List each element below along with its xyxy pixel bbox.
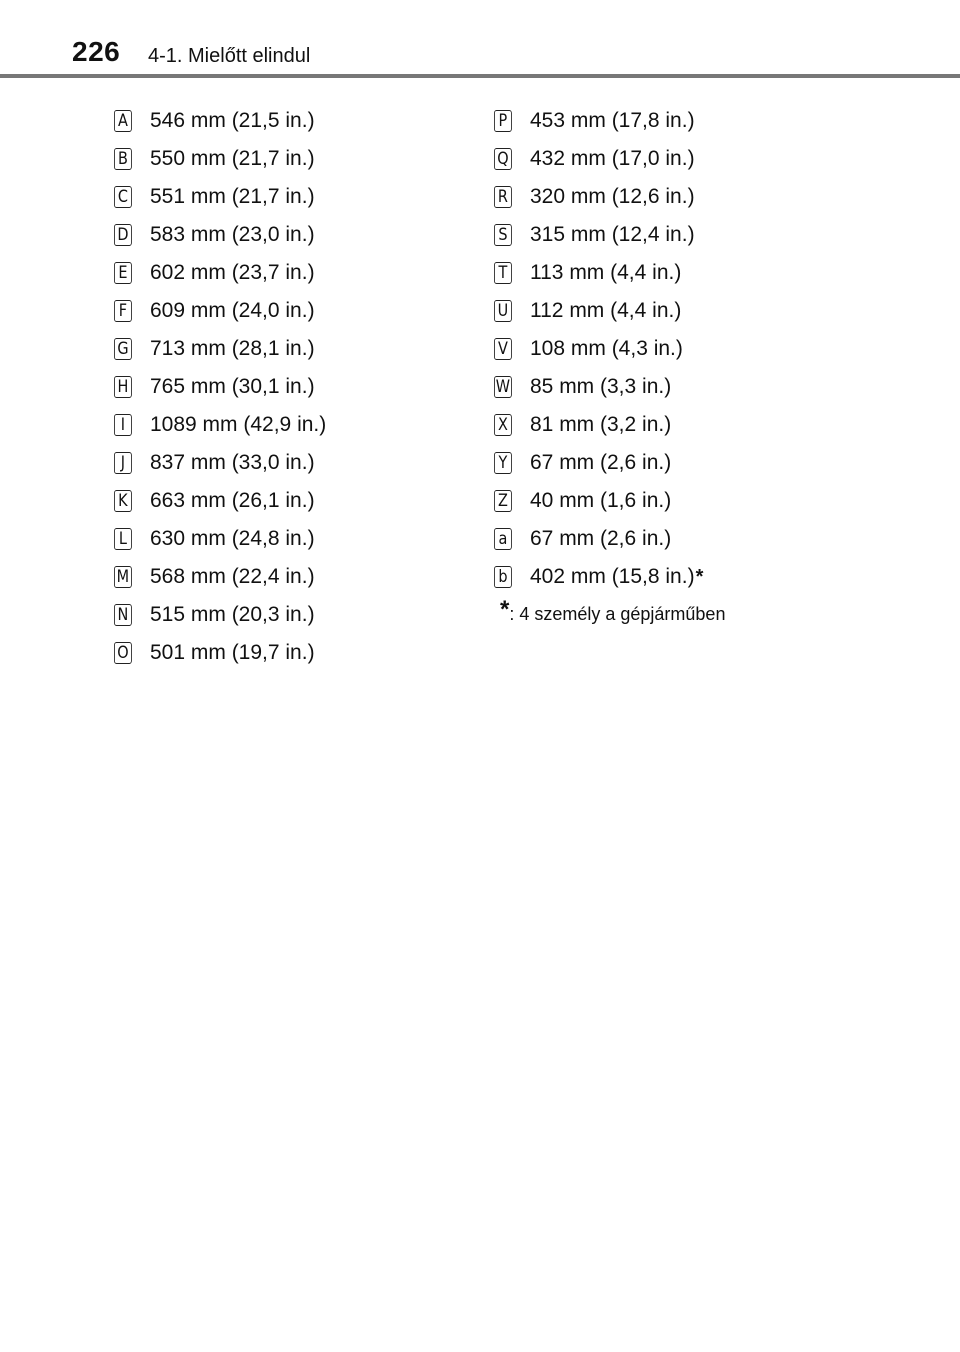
dimension-label-badge: K [114, 490, 132, 512]
dimension-item [494, 368, 703, 406]
dimension-label-badge: N [114, 604, 132, 626]
dimension-value: 551 mm (21,7 in.) [150, 185, 315, 208]
dimension-list-right [494, 102, 703, 596]
dimension-label-badge: I [114, 414, 132, 436]
dimension-item [114, 406, 326, 444]
dimension-item [114, 330, 326, 368]
header-divider [0, 74, 960, 78]
dimension-item [494, 520, 703, 558]
dimension-label-badge: M [114, 566, 132, 588]
dimension-item [494, 102, 703, 140]
dimension-label-badge: C [114, 186, 132, 208]
dimension-value: 40 mm (1,6 in.) [530, 489, 672, 512]
dimension-label-badge: D [114, 224, 132, 246]
dimension-item [494, 482, 703, 520]
dimension-label-badge: P [494, 110, 512, 132]
dimension-value: 81 mm (3,2 in.) [530, 413, 672, 436]
dimension-label-badge: R [494, 186, 512, 208]
dimension-value: 67 mm (2,6 in.) [530, 451, 672, 474]
dimension-item [114, 520, 326, 558]
dimension-label-badge: S [494, 224, 512, 246]
dimension-value: 630 mm (24,8 in.) [150, 527, 315, 550]
footnote-reference: * [695, 565, 704, 588]
dimension-item [114, 254, 326, 292]
dimension-value: 320 mm (12,6 in.) [530, 185, 695, 208]
dimension-label-badge: G [114, 338, 132, 360]
dimension-list-left [114, 102, 326, 672]
dimension-label-badge: a [494, 528, 512, 550]
dimension-item [494, 330, 703, 368]
dimension-item [494, 292, 703, 330]
dimension-item [114, 482, 326, 520]
dimension-item [494, 140, 703, 178]
dimension-value: 402 mm (15,8 in.) [530, 565, 695, 588]
dimension-item [114, 634, 326, 672]
dimension-value: 67 mm (2,6 in.) [530, 527, 672, 550]
page-header [0, 0, 960, 80]
dimension-label-badge: B [114, 148, 132, 170]
dimension-item [114, 558, 326, 596]
dimension-item [114, 140, 326, 178]
dimension-value: 1089 mm (42,9 in.) [150, 413, 327, 436]
dimension-item [494, 558, 703, 596]
dimension-value: 85 mm (3,3 in.) [530, 375, 672, 398]
dimension-label-badge: T [494, 262, 512, 284]
dimension-label-badge: F [114, 300, 132, 322]
page-number: 226 [72, 36, 121, 67]
dimension-value: 583 mm (23,0 in.) [150, 223, 315, 246]
dimension-item [114, 368, 326, 406]
dimension-label-badge: W [495, 377, 511, 397]
dimension-item [494, 254, 703, 292]
dimension-label-badge: O [114, 642, 132, 664]
dimension-value: 108 mm (4,3 in.) [530, 337, 683, 360]
dimension-label-badge: b [494, 566, 512, 588]
dimension-item [114, 292, 326, 330]
section-title: 4-1. Mielőtt elindul [148, 45, 311, 67]
dimension-value: 432 mm (17,0 in.) [530, 147, 695, 170]
dimension-item [494, 178, 703, 216]
dimension-item [494, 216, 703, 254]
dimension-item [114, 216, 326, 254]
footnote [500, 596, 725, 625]
dimension-label-badge: E [114, 262, 132, 284]
dimension-value: 315 mm (12,4 in.) [530, 223, 695, 246]
dimension-label-badge: Y [494, 452, 512, 474]
dimension-value: 546 mm (21,5 in.) [150, 109, 315, 132]
dimension-item [114, 596, 326, 634]
dimension-label-badge: V [494, 338, 512, 360]
dimension-item [494, 444, 703, 482]
dimension-value: 501 mm (19,7 in.) [150, 641, 315, 664]
dimension-label-badge: Q [494, 148, 512, 170]
dimension-label-badge: U [494, 300, 512, 322]
dimension-value: 453 mm (17,8 in.) [530, 109, 695, 132]
dimension-label-badge: J [114, 452, 132, 474]
dimension-value: 515 mm (20,3 in.) [150, 603, 315, 626]
dimension-value: 837 mm (33,0 in.) [150, 451, 315, 474]
dimension-label-badge: A [114, 110, 132, 132]
dimension-value: 609 mm (24,0 in.) [150, 299, 315, 322]
dimension-value: 112 mm (4,4 in.) [530, 299, 682, 322]
dimension-value: 713 mm (28,1 in.) [150, 337, 315, 360]
dimension-label-badge: X [494, 414, 512, 436]
dimension-item [114, 102, 326, 140]
dimension-value: 765 mm (30,1 in.) [150, 375, 315, 398]
footnote-marker: * [500, 596, 510, 623]
dimension-item [494, 406, 703, 444]
dimension-value: 568 mm (22,4 in.) [150, 565, 315, 588]
dimension-item [114, 444, 326, 482]
dimension-label-badge: L [114, 528, 132, 550]
dimension-value: 663 mm (26,1 in.) [150, 489, 315, 512]
dimension-value: 550 mm (21,7 in.) [150, 147, 315, 170]
dimension-value: 602 mm (23,7 in.) [150, 261, 315, 284]
footnote-text: : 4 személy a gépjárműben [509, 604, 726, 624]
dimension-label-badge: Z [494, 490, 512, 512]
dimension-label-badge: H [114, 376, 132, 398]
dimension-item [114, 178, 326, 216]
dimension-value: 113 mm (4,4 in.) [530, 261, 682, 284]
